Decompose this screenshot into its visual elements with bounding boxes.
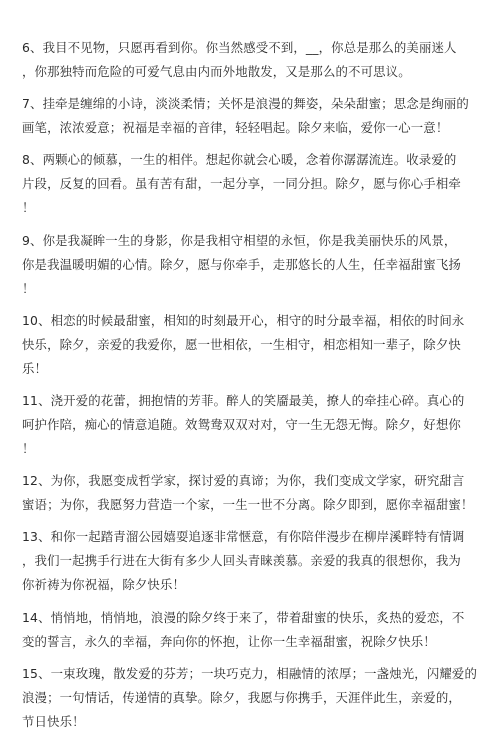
paragraph [22, 662, 477, 734]
paragraph-line: 12、为你，我愿变成哲学家，探讨爱的真谛；为你，我们变成文学家，研究甜言 [22, 473, 465, 489]
paragraph-line: 6、我目不见物，只愿再看到你。你当然感受不到，__，你总是那么的美丽迷人 [22, 40, 457, 55]
paragraph [22, 389, 464, 461]
paragraph-line: ！ [22, 441, 35, 456]
paragraph-line: 蜜语；为你，我愿努力营造一个家，一生一世不分离。除夕即到，愿你幸福甜蜜！ [22, 497, 474, 513]
paragraph-line: ，你那独特而危险的可爱气息由内而外地散发，又是那么的不可思议。 [22, 64, 411, 79]
paragraph-line: 你是我温暖明媚的心情。除夕，愿与你牵手，走那悠长的人生，任幸福甜蜜飞扬 [22, 256, 461, 272]
paragraph-line: 14、悄悄地，悄悄地，浪漫的除夕终于来了，带着甜蜜的快乐，炙热的爱恋，不 [22, 609, 465, 625]
paragraph-line: ，我们一起携手行进在大街有多少人回头青睐羡慕。亲爱的我真的很想你，我为 [22, 553, 461, 569]
paragraph [22, 606, 464, 654]
paragraph-line: 9、你是我凝眸一生的身影，你是我相守相望的永恒，你是我美丽快乐的风景， [22, 232, 457, 248]
paragraph-line: ！ [22, 280, 35, 296]
paragraph-line: 乐！ [22, 360, 48, 376]
paragraph [22, 309, 464, 381]
paragraph [22, 148, 461, 220]
paragraph-line: 你祈祷为你祝福，除夕快乐！ [22, 577, 186, 593]
paragraph-line: 快乐，除夕，亲爱的我爱你，愿一世相依，一生相守，相恋相知一辈子，除夕快 [22, 336, 461, 352]
paragraph-line: 8、两颗心的倾慕，一生的相伴。想起你就会心暖，念着你潺潺流连。收录爱的 [22, 152, 457, 168]
paragraph-line: 浪漫；一句情话，传递情的真挚。除夕，我愿与你携手，天涯伴此生，亲爱的， [22, 689, 461, 705]
paragraph-line: 13、和你一起踏青溜公园嬉耍追逐非常惬意，有你陪伴漫步在柳岸溪畔特有情调 [22, 529, 465, 545]
paragraph-line: 片段，反复的回看。虽有苦有甜，一起分享，一同分担。除夕，愿与你心手相牵 [22, 176, 461, 192]
paragraph-line: 15、一束玫瑰，散发爱的芬芳；一块巧克力，相融情的浓厚；一盏烛光，闪耀爱的 [22, 665, 477, 681]
paragraph-line: ！ [22, 200, 35, 216]
paragraph-line: 7、挂牵是缠绵的小诗，淡淡柔情；关怀是浪漫的舞姿，朵朵甜蜜；思念是绚丽的 [22, 96, 469, 112]
paragraph [22, 525, 464, 597]
paragraph [22, 36, 457, 84]
paragraph-line: 11、浇开爱的花蕾，拥抱情的芳菲。醉人的笑靥最美，撩人的牵挂心碎。真心的 [22, 393, 465, 408]
paragraph-line: 画笔，浓浓爱意；祝福是幸福的音律，轻轻唱起。除夕来临，爱你一心一意！ [22, 120, 449, 136]
paragraph-line: 变的誓言，永久的幸福，奔向你的怀抱，让你一生幸福甜蜜，祝除夕快乐！ [22, 633, 436, 649]
paragraph [22, 229, 461, 301]
paragraph [22, 469, 473, 517]
paragraph [22, 92, 469, 140]
paragraph-line: 节日快乐！ [22, 713, 85, 729]
paragraph-line: 呵护作陪，痴心的情意追随。效鸳鸯双双对对，守一生无怨无悔。除夕，好想你 [22, 417, 461, 432]
paragraph-line: 10、相恋的时候最甜蜜，相知的时刻最开心，相守的时分最幸福，相依的时间永 [22, 312, 465, 328]
